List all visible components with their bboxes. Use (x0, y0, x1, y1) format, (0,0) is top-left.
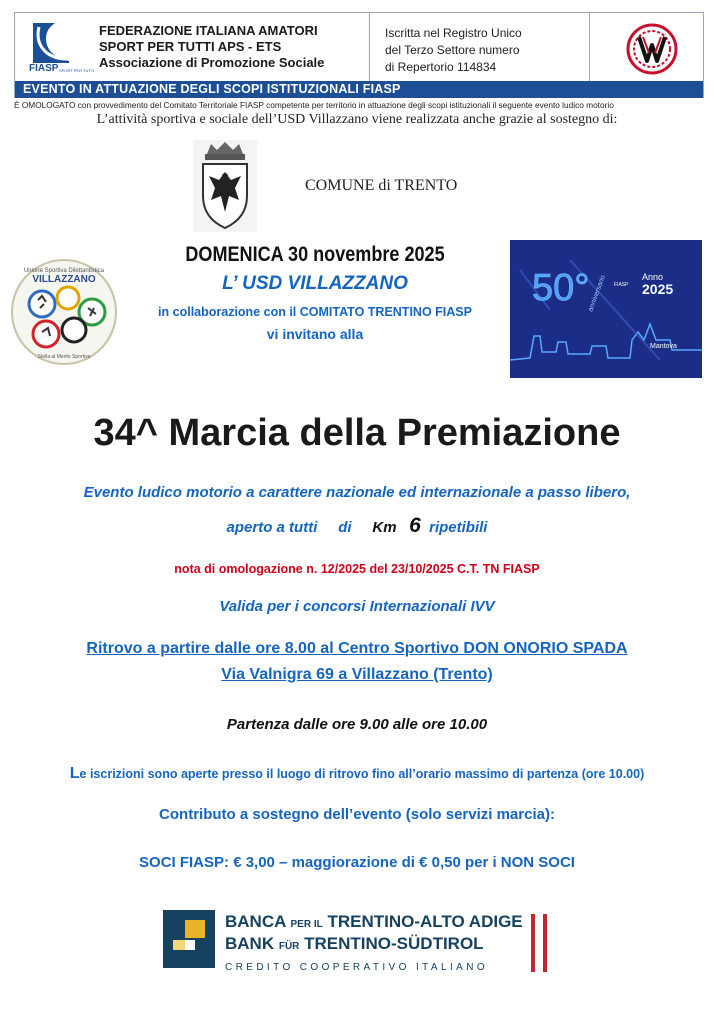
usd-villazzano-logo (10, 258, 118, 366)
trento-coat-of-arms (193, 140, 257, 232)
registry-line-3: di Repertorio 114834 (385, 60, 497, 74)
bank-mark-icon (163, 910, 215, 968)
logo-club-name: VILLAZZANO (32, 274, 96, 285)
omologato-notice: È OMOLOGATO con provvedimento del Comitato Territoriale FIASP competente per territorio in attuazione degli scopi istituzionali il seguente evento ludico motorio (14, 100, 614, 110)
page-title: 34^ Marcia della Premiazione (93, 412, 621, 454)
meeting-point-line-1: Ritrovo a partire dalle ore 8.00 al Centro Sportivo DON ONORIO SPADA (86, 640, 628, 657)
header-banner: EVENTO IN ATTUAZIONE DEGLI SCOPI ISTITUZIONALI FIASP (15, 81, 703, 98)
header-divider (589, 13, 590, 81)
logo-top-text: Unione Sportiva Dilettantistica (23, 268, 105, 274)
org-line-2: SPORT PER TUTTI APS - ETS (99, 39, 282, 54)
bank-stripes-icon (529, 914, 553, 972)
fiasp-50-anniversary-graphic (510, 240, 702, 378)
anniversary-word: anniversario (587, 274, 607, 313)
distance-di: di (338, 519, 352, 536)
distance-unit: Km (372, 519, 397, 536)
header-divider (369, 13, 370, 81)
fiasp-logo (25, 19, 95, 77)
registry-line-2: del Terzo Settore numero (385, 43, 520, 57)
anniversary-year: 2025 (642, 281, 674, 297)
registry-block (385, 25, 522, 76)
org-line-3: Associazione di Promozione Sociale (99, 55, 325, 70)
event-description-line-1: Evento ludico motorio a carattere nazionale ed internazionale a passo libero, (83, 484, 631, 501)
ivv-validity: Valida per i concorsi Internazionali IVV (219, 598, 495, 615)
distance-value: 6 (409, 514, 421, 537)
org-name-block (99, 23, 364, 71)
distance-repeatable: ripetibili (429, 519, 488, 536)
meeting-point-address: Via Valnigra 69 a Villazzano (Trento) (221, 666, 493, 683)
open-to-all: aperto a tutti (226, 519, 318, 536)
fiasp-logo-text: FIASP (29, 63, 59, 74)
event-invite: vi invitano alla (266, 326, 364, 342)
bank-name-line-1: BANCA PER IL TRENTINO-ALTO ADIGE (225, 912, 523, 931)
bank-sponsor-logo (163, 902, 553, 1008)
comune-label: COMUNE di TRENTO (305, 177, 458, 194)
start-times: Partenza dalle ore 9.00 alle ore 10.00 (226, 716, 488, 733)
event-collaboration: in collaborazione con il COMITATO TRENTINO FIASP (158, 305, 472, 319)
ivv-logo (625, 23, 679, 75)
event-description-line-2 (0, 514, 714, 538)
org-line-1: FEDERAZIONE ITALIANA AMATORI (99, 23, 318, 38)
anniversary-anno-label: Anno (642, 272, 664, 282)
anniversary-number: 50° (532, 267, 590, 309)
registration-text: e iscrizioni sono aperte presso il luogo di ritrovo fino all’orario massimo di partenza (ore 10.00) (79, 767, 645, 781)
approval-note: nota di omologazione n. 12/2025 del 23/10/2025 C.T. TN FIASP (174, 562, 540, 576)
bank-tagline: CREDITO COOPERATIVO ITALIANO (225, 962, 489, 973)
anniversary-brand: FIASP (614, 282, 629, 288)
event-date: DOMENICA 30 novembre 2025 (185, 243, 445, 266)
bank-name-line-2: BANK FÜR TRENTINO-SÜDTIROL (225, 934, 484, 953)
registry-line-1: Iscritta nel Registro Unico (385, 26, 522, 40)
fee-info: SOCI FIASP: € 3,00 – maggiorazione di € 0,50 per i NON SOCI (139, 854, 575, 871)
contribution-heading: Contributo a sostegno dell’evento (solo servizi marcia): (159, 806, 555, 823)
sponsor-intro: L’attività sportiva e sociale dell’USD Villazzano viene realizzata anche grazie al sostegno di: (96, 112, 618, 127)
anniversary-city: Mantova (650, 343, 677, 350)
fiasp-logo-sub: SPORT PER TUTTI (59, 68, 95, 73)
fiasp-header (14, 12, 704, 98)
registration-info (0, 765, 714, 783)
logo-bottom-text: Stella al Merito Sportivo (37, 354, 91, 360)
registration-initial: L (69, 765, 80, 782)
event-organizer: L’ USD VILLAZZANO (222, 273, 408, 294)
